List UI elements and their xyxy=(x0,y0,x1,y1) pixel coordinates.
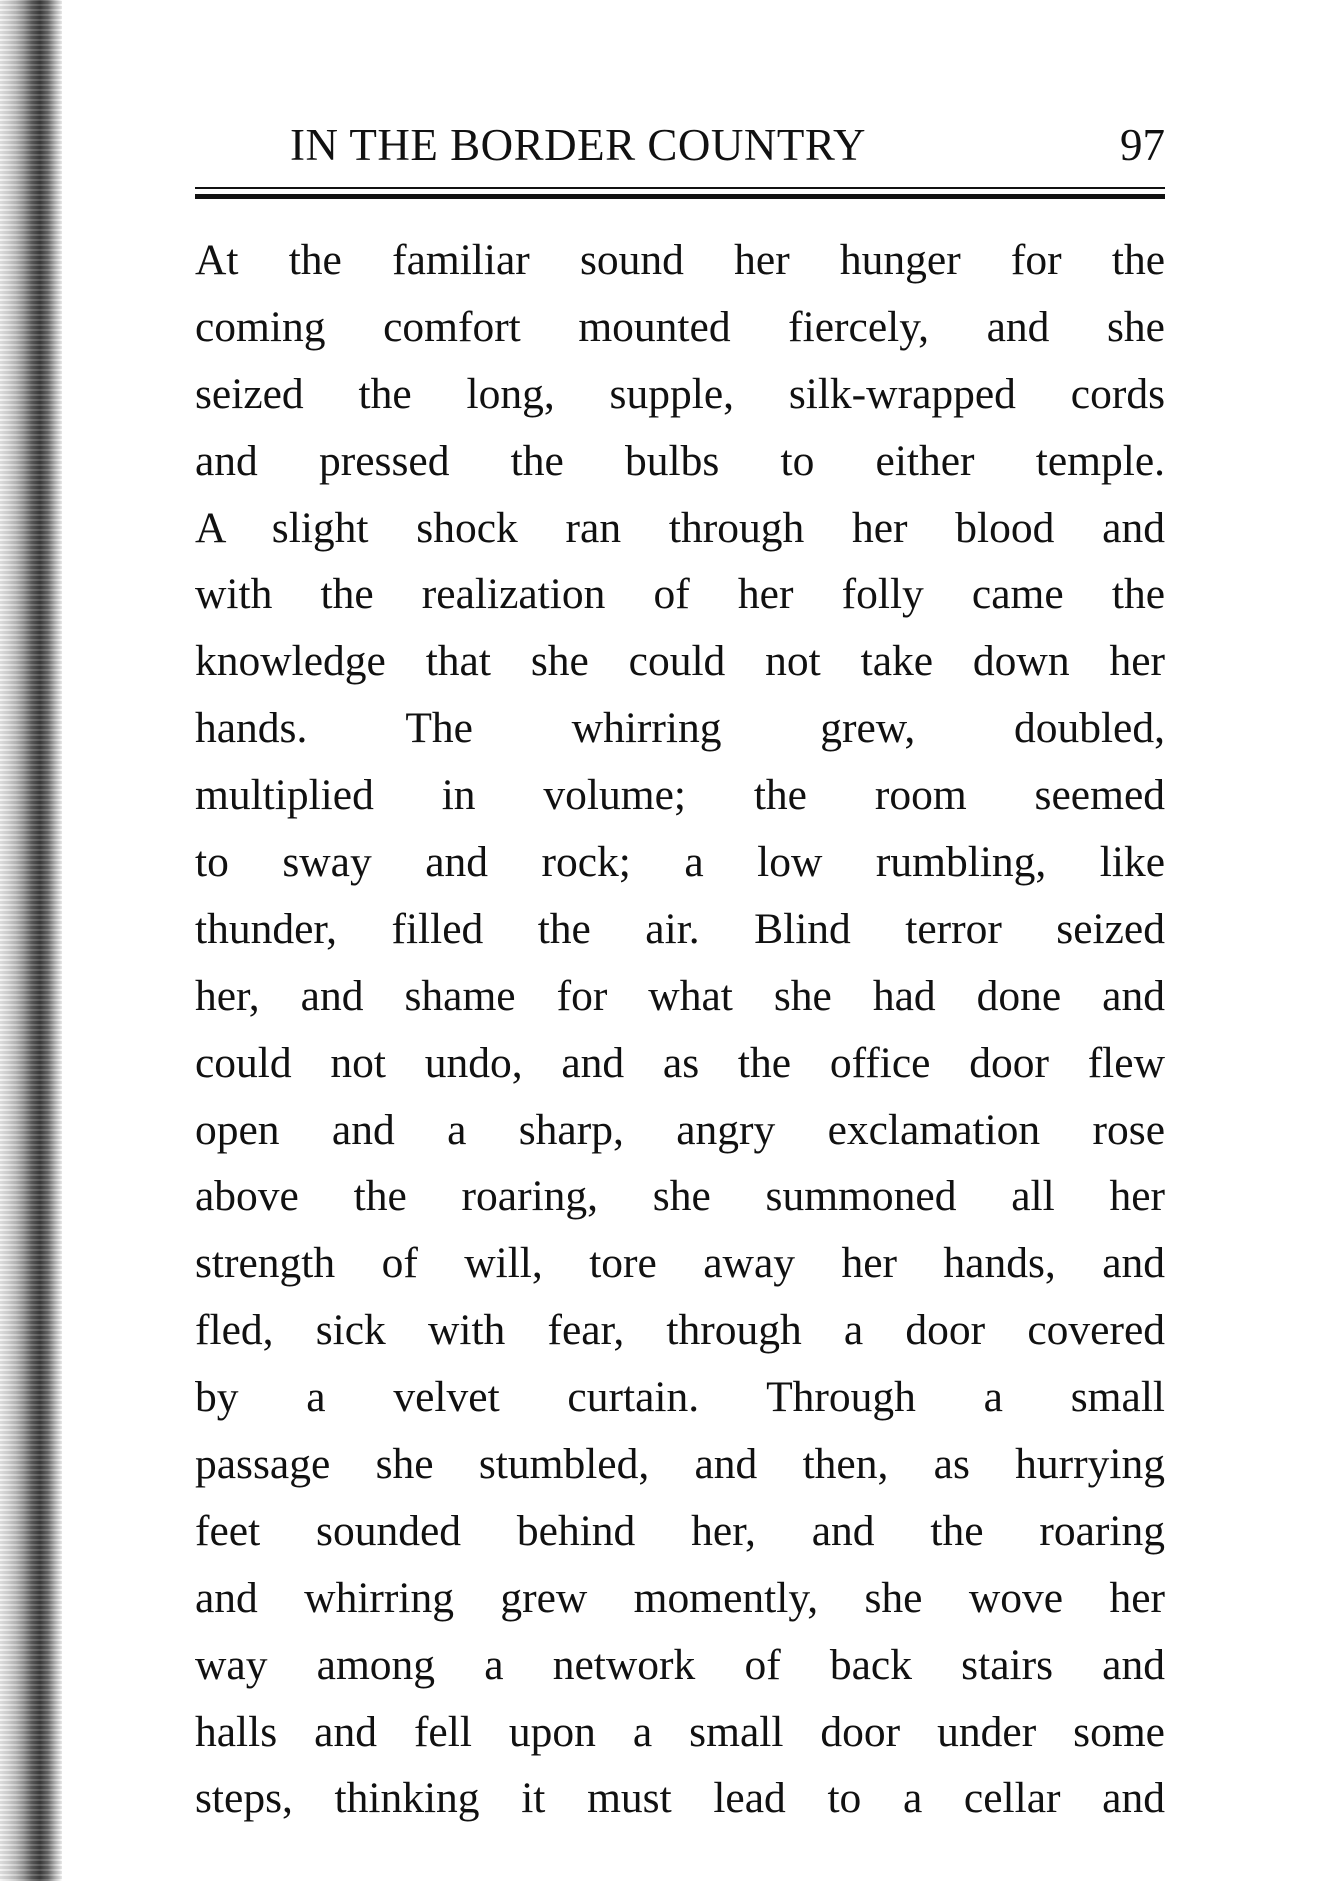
text-line: to sway and rock; a low rumbling, like xyxy=(195,838,1165,887)
text-line: by a velvet curtain. Through a small xyxy=(195,1373,1165,1422)
text-line: could not undo, and as the office door flew xyxy=(195,1038,1165,1087)
text-line: steps, thinking it must lead to a cellar and xyxy=(195,1774,1165,1823)
header-rule-thick xyxy=(195,194,1165,199)
text-line: feet sounded behind her, and the roaring xyxy=(195,1506,1165,1555)
text-line: multiplied in volume; the room seemed xyxy=(195,771,1165,820)
text-line: and pressed the bulbs to either temple. xyxy=(195,436,1165,485)
text-line: At the familiar sound her hunger for the xyxy=(195,236,1165,284)
text-line: knowledge that she could not take down her xyxy=(195,637,1165,686)
text-line: open and a sharp, angry exclamation rose xyxy=(195,1105,1165,1154)
text-line: A slight shock ran through her blood and xyxy=(195,503,1165,552)
text-line: seized the long, supple, silk-wrapped cords xyxy=(195,369,1165,418)
header-rule-thin xyxy=(195,187,1165,189)
text-line: hands. The whirring grew, doubled, xyxy=(195,704,1165,753)
text-line: above the roaring, she summoned all her xyxy=(195,1172,1165,1221)
text-line: halls and fell upon a small door under some xyxy=(195,1707,1165,1756)
text-line: fled, sick with fear, through a door covered xyxy=(195,1306,1165,1355)
text-line: and whirring grew momently, she wove her xyxy=(195,1573,1165,1622)
page-number: 97 xyxy=(1120,120,1165,170)
text-line: strength of will, tore away her hands, and xyxy=(195,1239,1165,1288)
page-header xyxy=(195,114,1165,176)
text-line: coming comfort mounted fiercely, and she xyxy=(195,302,1165,351)
page-body xyxy=(195,227,1165,1832)
page-binding-edge xyxy=(0,0,62,1881)
text-line: thunder, filled the air. Blind terror seized xyxy=(195,904,1165,953)
text-line: her, and shame for what she had done and xyxy=(195,971,1165,1020)
running-head: IN THE BORDER COUNTRY xyxy=(290,120,866,170)
text-line: way among a network of back stairs and xyxy=(195,1640,1165,1689)
text-line: passage she stumbled, and then, as hurrying xyxy=(195,1440,1165,1489)
text-line: with the realization of her folly came the xyxy=(195,570,1165,619)
